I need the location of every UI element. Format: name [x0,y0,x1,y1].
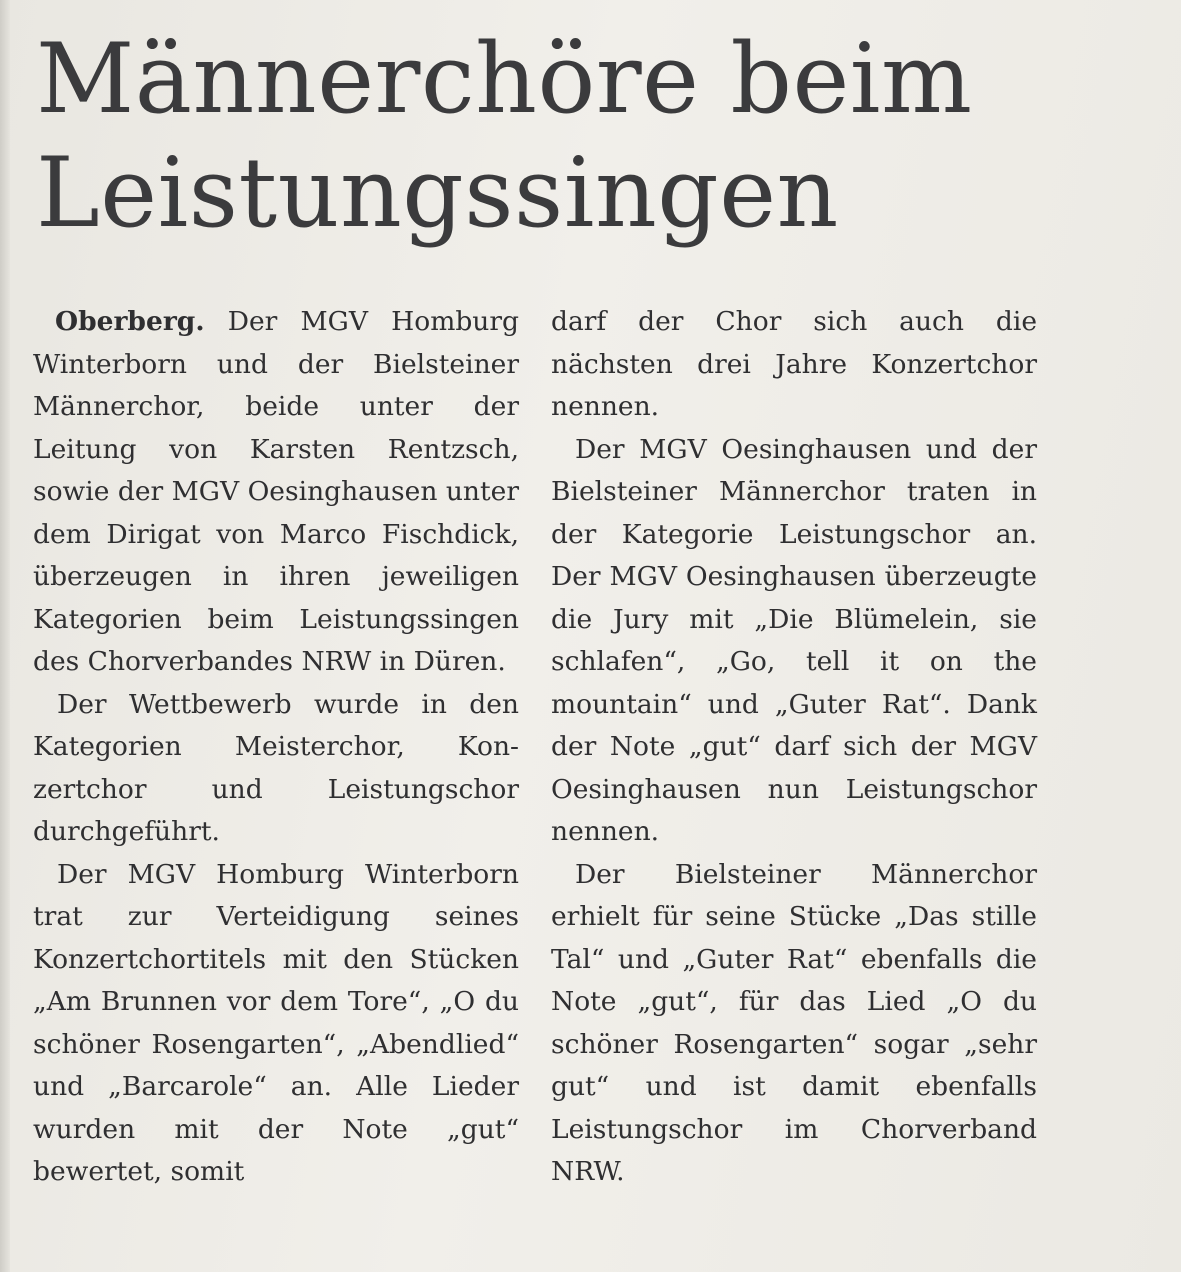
paragraph-text: Der MGV Homburg Winterborn und der Bielsteiner Männerchor, beide unter der Leitung von Karsten Rentzsch, sowie der MGV Oesinghausen unter dem Dirigat von Marco Fischdick, überzeugen in ihren jeweiligen Kategorien beim Leistungssingen des Chorverbandes NRW in Düren. [33,306,519,677]
headline-line-1: Männerchöre beim [36,23,973,135]
article-paragraph: Der Bielsteiner Männerchor erhielt für seine Stücke „Das stille Tal“ und „Guter Rat“ ebenfalls die Note „gut“, für das Lied „O du schöner Rosengarten“ sogar „sehr gut“ und ist damit ebenfalls Leistungschor im Chorverband NRW. [551,858,1037,1187]
handwritten-note-text: Anzeigen Echo 24.10.18 [946,38,1046,1170]
article-paragraph: Der MGV Homburg Winterborn trat zur Verteidigung seines Konzertchortitels mit den Stücken „Am Brunnen vor dem Tore“, „O du schöner Rosengarten“, „Abendlied“ und „Barcarole“ an. Alle Lieder wurden mit der Note „gut“ bewertet, somit [33,858,519,1187]
article-paragraph: Der Wettbewerb wurde in den Kategorien Meisterchor, Konzertchor und Leistungschor durchgeführt. [33,688,519,847]
article-headline [36,22,1036,250]
dateline: Oberberg. [55,306,205,337]
article-column-left [33,301,519,1194]
article-paragraph: Der MGV Oesinghausen und der Bielsteiner Männerchor traten in der Kategorie Leistungschor an. Der MGV Oesinghausen überzeugte die Jury mit „Die Blümelein, sie schlafen“, „Go, tell it on the mountain“ und „Guter Rat“. Dank der Note „gut“ darf sich der MGV Oesinghausen nun Leistungschor nennen. [551,433,1037,847]
article-paragraph: darf der Chor sich auch die nächsten drei Jahre Konzertchor nennen. [551,306,1037,422]
article-paragraph [33,301,519,684]
headline-line-2: Leistungssingen [36,137,839,249]
paper-edge [0,0,10,1272]
